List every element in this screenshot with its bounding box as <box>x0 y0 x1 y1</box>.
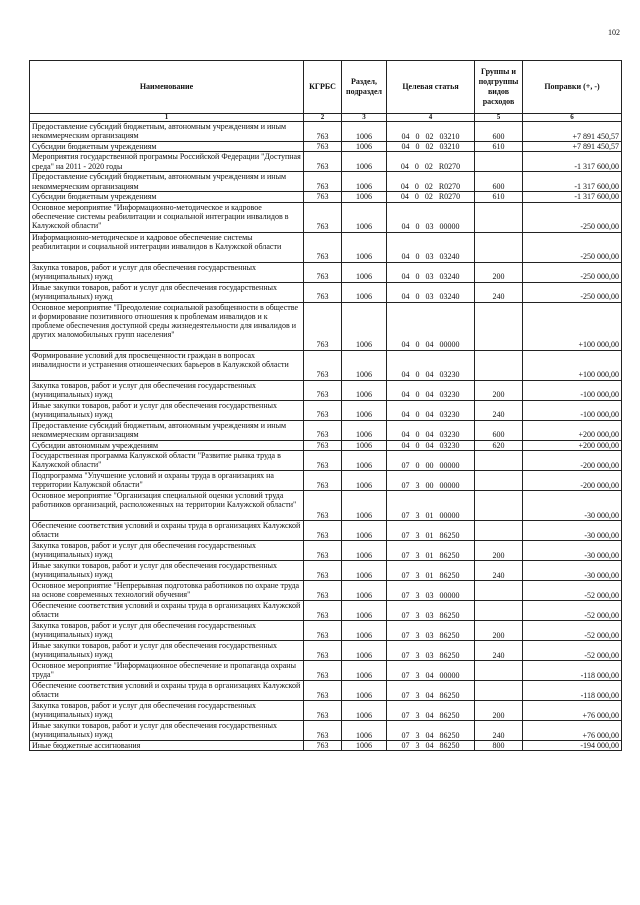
cell-amendment: -30 000,00 <box>523 560 622 580</box>
table-header-row <box>30 61 622 114</box>
cell-name: Обеспечение соответствия условий и охраны труда в организациях Калужской области <box>30 520 304 540</box>
cell-section: 1006 <box>342 470 387 490</box>
cell-group: 800 <box>475 740 523 750</box>
cell-amendment: +7 891 450,57 <box>523 142 622 152</box>
cell-group: 240 <box>475 720 523 740</box>
table-row <box>30 520 622 540</box>
cell-group: 610 <box>475 142 523 152</box>
cell-name: Обеспечение соответствия условий и охраны труда в организациях Калужской области <box>30 600 304 620</box>
cell-group <box>475 600 523 620</box>
cell-ktrbs: 763 <box>304 400 342 420</box>
cell-target: 04 0 04 03230 <box>387 350 475 380</box>
cell-name: Предоставление субсидий бюджетным, автономным учреждениям и иным некоммерческим организациям <box>30 122 304 142</box>
cell-ktrbs: 763 <box>304 620 342 640</box>
cell-name: Информационно-методическое и кадровое обеспечение системы реабилитации и социальной интеграции инвалидов в Калужской области <box>30 232 304 262</box>
cell-amendment: -250 000,00 <box>523 282 622 302</box>
cell-name: Закупка товаров, работ и услуг для обеспечения государственных (муниципальных) нужд <box>30 262 304 282</box>
cell-ktrbs: 763 <box>304 232 342 262</box>
header-groups: Группы и подгруппы видов расходов <box>475 61 523 114</box>
cell-amendment: -118 000,00 <box>523 680 622 700</box>
cell-amendment: +7 891 450,57 <box>523 122 622 142</box>
cell-section: 1006 <box>342 192 387 202</box>
cell-ktrbs: 763 <box>304 740 342 750</box>
cell-amendment: -118 000,00 <box>523 660 622 680</box>
cell-group <box>475 490 523 520</box>
cell-amendment: +200 000,00 <box>523 420 622 440</box>
cell-name: Мероприятия государственной программы Российской Федерации "Доступная среда" на 2011 - 2020 годы <box>30 152 304 172</box>
table-row <box>30 420 622 440</box>
cell-section: 1006 <box>342 202 387 232</box>
cell-target: 04 0 04 03230 <box>387 400 475 420</box>
cell-amendment: -250 000,00 <box>523 262 622 282</box>
table-body <box>30 122 622 751</box>
cell-section: 1006 <box>342 620 387 640</box>
cell-ktrbs: 763 <box>304 470 342 490</box>
cell-ktrbs: 763 <box>304 142 342 152</box>
cell-name: Иные закупки товаров, работ и услуг для обеспечения государственных (муниципальных) нужд <box>30 640 304 660</box>
cell-target: 07 3 03 86250 <box>387 640 475 660</box>
cell-name: Иные закупки товаров, работ и услуг для обеспечения государственных (муниципальных) нужд <box>30 560 304 580</box>
cell-group <box>475 152 523 172</box>
cell-ktrbs: 763 <box>304 540 342 560</box>
cell-target: 04 0 02 R0270 <box>387 172 475 192</box>
table-row <box>30 540 622 560</box>
table-row <box>30 440 622 450</box>
cell-ktrbs: 763 <box>304 172 342 192</box>
cell-group: 240 <box>475 560 523 580</box>
cell-target: 04 0 04 03230 <box>387 440 475 450</box>
cell-section: 1006 <box>342 122 387 142</box>
table-row <box>30 262 622 282</box>
table-row <box>30 282 622 302</box>
cell-section: 1006 <box>342 640 387 660</box>
cell-name: Субсидии бюджетным учреждениям <box>30 192 304 202</box>
cell-amendment: -1 317 600,00 <box>523 152 622 172</box>
table-row <box>30 720 622 740</box>
cell-name: Закупка товаров, работ и услуг для обеспечения государственных (муниципальных) нужд <box>30 700 304 720</box>
table-row <box>30 152 622 172</box>
column-number-row <box>30 114 622 122</box>
cell-name: Формирование условий для просвещенности граждан в вопросах инвалидности и устранения отношенческих барьеров в Калужской области <box>30 350 304 380</box>
cell-name: Субсидии бюджетным учреждениям <box>30 142 304 152</box>
cell-target: 04 0 02 R0270 <box>387 152 475 172</box>
cell-target: 07 3 04 86250 <box>387 740 475 750</box>
cell-amendment: -194 000,00 <box>523 740 622 750</box>
cell-group <box>475 660 523 680</box>
cell-target: 07 3 04 00000 <box>387 660 475 680</box>
cell-amendment: -1 317 600,00 <box>523 172 622 192</box>
cell-name: Государственная программа Калужской области "Развитие рынка труда в Калужской области" <box>30 450 304 470</box>
cell-ktrbs: 763 <box>304 520 342 540</box>
table-row <box>30 450 622 470</box>
cell-ktrbs: 763 <box>304 580 342 600</box>
col-number-6: 6 <box>523 114 622 122</box>
cell-amendment: -250 000,00 <box>523 202 622 232</box>
cell-ktrbs: 763 <box>304 490 342 520</box>
cell-section: 1006 <box>342 520 387 540</box>
table-row <box>30 172 622 192</box>
cell-ktrbs: 763 <box>304 700 342 720</box>
cell-target: 04 0 03 03240 <box>387 232 475 262</box>
cell-ktrbs: 763 <box>304 450 342 470</box>
cell-section: 1006 <box>342 420 387 440</box>
table-row <box>30 700 622 720</box>
cell-target: 07 3 01 00000 <box>387 490 475 520</box>
cell-section: 1006 <box>342 720 387 740</box>
cell-ktrbs: 763 <box>304 720 342 740</box>
cell-amendment: +200 000,00 <box>523 440 622 450</box>
cell-target: 04 0 03 00000 <box>387 202 475 232</box>
col-number-3: 3 <box>342 114 387 122</box>
table-row <box>30 302 622 350</box>
cell-group <box>475 232 523 262</box>
cell-target: 07 3 01 86250 <box>387 560 475 580</box>
cell-ktrbs: 763 <box>304 202 342 232</box>
cell-section: 1006 <box>342 152 387 172</box>
cell-section: 1006 <box>342 560 387 580</box>
cell-amendment: -100 000,00 <box>523 380 622 400</box>
cell-name: Основное мероприятие "Информационно-методическое и кадровое обеспечение системы реабилитации и социальной интеграции инвалидов в Калужской области" <box>30 202 304 232</box>
cell-section: 1006 <box>342 302 387 350</box>
cell-group <box>475 470 523 490</box>
cell-section: 1006 <box>342 740 387 750</box>
cell-section: 1006 <box>342 660 387 680</box>
col-number-2: 2 <box>304 114 342 122</box>
cell-group: 620 <box>475 440 523 450</box>
cell-amendment: -200 000,00 <box>523 470 622 490</box>
cell-target: 04 0 04 03230 <box>387 420 475 440</box>
cell-name: Иные закупки товаров, работ и услуг для обеспечения государственных (муниципальных) нужд <box>30 282 304 302</box>
table-row <box>30 600 622 620</box>
cell-group <box>475 202 523 232</box>
cell-amendment: -30 000,00 <box>523 540 622 560</box>
cell-section: 1006 <box>342 540 387 560</box>
cell-name: Основное мероприятие "Организация специальной оценки условий труда работников организаций, расположенных на территории Калужской области" <box>30 490 304 520</box>
table-row <box>30 142 622 152</box>
cell-section: 1006 <box>342 450 387 470</box>
cell-ktrbs: 763 <box>304 380 342 400</box>
cell-name: Основное мероприятие "Информационное обеспечение и пропаганда охраны труда" <box>30 660 304 680</box>
cell-group <box>475 350 523 380</box>
cell-target: 07 0 00 00000 <box>387 450 475 470</box>
header-name: Наименование <box>30 61 304 114</box>
cell-target: 04 0 03 03240 <box>387 262 475 282</box>
cell-target: 04 0 03 03240 <box>387 282 475 302</box>
table-row <box>30 660 622 680</box>
cell-name: Предоставление субсидий бюджетным, автономным учреждениям и иным некоммерческим организациям <box>30 172 304 192</box>
cell-target: 04 0 02 R0270 <box>387 192 475 202</box>
cell-section: 1006 <box>342 350 387 380</box>
cell-group: 600 <box>475 420 523 440</box>
cell-amendment: +100 000,00 <box>523 302 622 350</box>
cell-section: 1006 <box>342 700 387 720</box>
col-number-5: 5 <box>475 114 523 122</box>
cell-name: Иные бюджетные ассигнования <box>30 740 304 750</box>
cell-amendment: -30 000,00 <box>523 520 622 540</box>
header-target: Целевая статья <box>387 61 475 114</box>
cell-group: 200 <box>475 262 523 282</box>
cell-group: 200 <box>475 620 523 640</box>
cell-target: 07 3 03 86250 <box>387 600 475 620</box>
cell-ktrbs: 763 <box>304 282 342 302</box>
cell-name: Основное мероприятие "Преодоление социальной разобщенности в обществе и формирование позитивного отношения к проблемам инвалидов и к проблеме обеспечения доступной среды жизнедеятельности для инвалидов и других маломобильных групп населения" <box>30 302 304 350</box>
cell-ktrbs: 763 <box>304 262 342 282</box>
cell-amendment: -30 000,00 <box>523 490 622 520</box>
table-row <box>30 122 622 142</box>
cell-target: 07 3 03 00000 <box>387 580 475 600</box>
budget-table <box>29 60 622 751</box>
table-row <box>30 232 622 262</box>
cell-amendment: -52 000,00 <box>523 620 622 640</box>
cell-target: 07 3 01 86250 <box>387 540 475 560</box>
cell-amendment: +100 000,00 <box>523 350 622 380</box>
table-row <box>30 470 622 490</box>
cell-ktrbs: 763 <box>304 660 342 680</box>
header-amendments: Поправки (+, -) <box>523 61 622 114</box>
header-ktrbs: КГРБС <box>304 61 342 114</box>
cell-name: Закупка товаров, работ и услуг для обеспечения государственных (муниципальных) нужд <box>30 620 304 640</box>
col-number-4: 4 <box>387 114 475 122</box>
cell-section: 1006 <box>342 440 387 450</box>
cell-group <box>475 450 523 470</box>
cell-section: 1006 <box>342 172 387 192</box>
table-row <box>30 620 622 640</box>
cell-target: 07 3 04 86250 <box>387 720 475 740</box>
cell-name: Иные закупки товаров, работ и услуг для обеспечения государственных (муниципальных) нужд <box>30 720 304 740</box>
cell-amendment: -200 000,00 <box>523 450 622 470</box>
cell-target: 04 0 02 03210 <box>387 122 475 142</box>
cell-group: 240 <box>475 282 523 302</box>
cell-group: 200 <box>475 380 523 400</box>
cell-group: 240 <box>475 640 523 660</box>
header-section: Раздел, подраздел <box>342 61 387 114</box>
cell-ktrbs: 763 <box>304 350 342 380</box>
cell-section: 1006 <box>342 600 387 620</box>
cell-ktrbs: 763 <box>304 640 342 660</box>
cell-name: Предоставление субсидий бюджетным, автономным учреждениям и иным некоммерческим организациям <box>30 420 304 440</box>
cell-group: 200 <box>475 700 523 720</box>
cell-target: 07 3 04 86250 <box>387 680 475 700</box>
cell-ktrbs: 763 <box>304 420 342 440</box>
cell-amendment: +76 000,00 <box>523 720 622 740</box>
cell-name: Закупка товаров, работ и услуг для обеспечения государственных (муниципальных) нужд <box>30 380 304 400</box>
table-row <box>30 192 622 202</box>
cell-ktrbs: 763 <box>304 302 342 350</box>
cell-target: 07 3 01 86250 <box>387 520 475 540</box>
cell-section: 1006 <box>342 580 387 600</box>
cell-group <box>475 520 523 540</box>
cell-ktrbs: 763 <box>304 680 342 700</box>
cell-amendment: -52 000,00 <box>523 640 622 660</box>
cell-section: 1006 <box>342 142 387 152</box>
table-row <box>30 580 622 600</box>
cell-target: 07 3 00 00000 <box>387 470 475 490</box>
cell-group <box>475 680 523 700</box>
cell-target: 04 0 04 03230 <box>387 380 475 400</box>
cell-ktrbs: 763 <box>304 122 342 142</box>
cell-ktrbs: 763 <box>304 600 342 620</box>
cell-amendment: -52 000,00 <box>523 600 622 620</box>
cell-group: 600 <box>475 122 523 142</box>
cell-target: 07 3 03 86250 <box>387 620 475 640</box>
cell-name: Основное мероприятие "Непрерывная подготовка работников по охране труда на основе современных технологий обучения" <box>30 580 304 600</box>
cell-section: 1006 <box>342 380 387 400</box>
cell-group: 200 <box>475 540 523 560</box>
table-row <box>30 490 622 520</box>
cell-name: Закупка товаров, работ и услуг для обеспечения государственных (муниципальных) нужд <box>30 540 304 560</box>
page-number: 102 <box>608 28 620 37</box>
cell-group: 600 <box>475 172 523 192</box>
table-row <box>30 350 622 380</box>
cell-section: 1006 <box>342 262 387 282</box>
col-number-1: 1 <box>30 114 304 122</box>
cell-ktrbs: 763 <box>304 560 342 580</box>
table-row <box>30 380 622 400</box>
cell-ktrbs: 763 <box>304 192 342 202</box>
cell-name: Обеспечение соответствия условий и охраны труда в организациях Калужской области <box>30 680 304 700</box>
cell-target: 07 3 04 86250 <box>387 700 475 720</box>
table-row <box>30 680 622 700</box>
cell-section: 1006 <box>342 490 387 520</box>
cell-section: 1006 <box>342 680 387 700</box>
cell-group: 610 <box>475 192 523 202</box>
table-row <box>30 202 622 232</box>
cell-name: Субсидии автономным учреждениям <box>30 440 304 450</box>
cell-name: Подпрограмма "Улучшение условий и охраны труда в организациях на территории Калужской области" <box>30 470 304 490</box>
table-row <box>30 400 622 420</box>
cell-ktrbs: 763 <box>304 152 342 172</box>
cell-group: 240 <box>475 400 523 420</box>
cell-amendment: -1 317 600,00 <box>523 192 622 202</box>
cell-group <box>475 302 523 350</box>
cell-ktrbs: 763 <box>304 440 342 450</box>
cell-amendment: -250 000,00 <box>523 232 622 262</box>
table-row <box>30 560 622 580</box>
table-row <box>30 740 622 750</box>
cell-group <box>475 580 523 600</box>
cell-section: 1006 <box>342 232 387 262</box>
cell-section: 1006 <box>342 400 387 420</box>
cell-amendment: +76 000,00 <box>523 700 622 720</box>
cell-target: 04 0 04 00000 <box>387 302 475 350</box>
cell-name: Иные закупки товаров, работ и услуг для обеспечения государственных (муниципальных) нужд <box>30 400 304 420</box>
cell-amendment: -52 000,00 <box>523 580 622 600</box>
cell-target: 04 0 02 03210 <box>387 142 475 152</box>
table-row <box>30 640 622 660</box>
cell-section: 1006 <box>342 282 387 302</box>
cell-amendment: -100 000,00 <box>523 400 622 420</box>
